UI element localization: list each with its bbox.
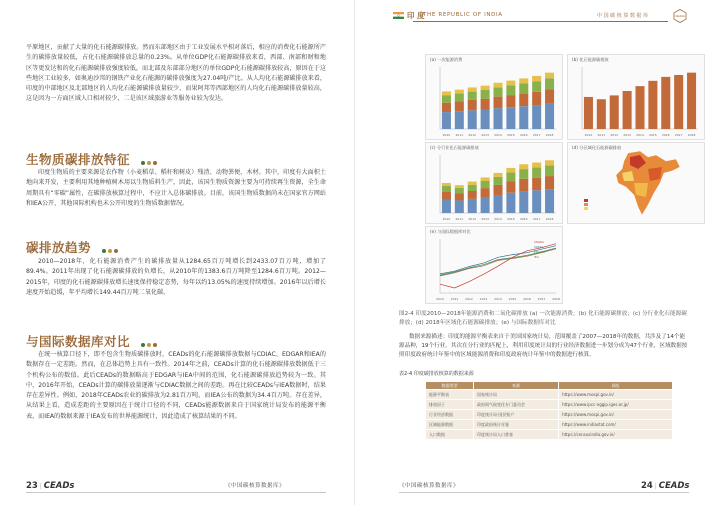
chart-primary-energy	[426, 55, 562, 139]
brand-logo: CEADs	[43, 481, 75, 491]
table-title: 表2-4 印度碳排放核算的数据来源	[399, 371, 474, 377]
x-tick-label: 2010	[442, 133, 451, 137]
table-cell: 排放因子	[426, 400, 474, 410]
bar-segment	[493, 108, 502, 129]
figure-panel-b	[567, 54, 705, 140]
table-row	[426, 400, 673, 410]
x-tick-label: 2015	[649, 133, 657, 137]
x-tick-label: 2015	[508, 297, 517, 301]
bar-segment	[519, 94, 528, 107]
bar-segment	[545, 73, 554, 79]
bar-segment	[468, 100, 477, 110]
x-tick-label: 2014	[494, 297, 502, 301]
bar	[597, 99, 606, 129]
table-cell: 印度统计局-国民账户	[473, 410, 558, 420]
chart-fossil-emission	[568, 55, 704, 139]
x-tick-label: 2013	[481, 217, 489, 221]
x-tick-label: 2012	[468, 217, 477, 221]
x-tick-label: 2011	[455, 133, 464, 137]
section-title-trend-text: 碳排放趋势	[26, 240, 92, 255]
figure-panel-a	[425, 54, 563, 140]
section-title-compare	[26, 332, 159, 350]
page-number: 24	[641, 481, 653, 491]
bar-segment	[519, 78, 528, 83]
table-cell: 印度政府统计年鉴	[473, 420, 558, 430]
bar-segment	[519, 164, 528, 169]
table-cell: https://censusindia.gov.in/	[559, 430, 673, 440]
header-country-en: THE REPUBLIC OF INDIA	[423, 12, 503, 18]
section-title-biomass	[26, 150, 159, 168]
bar-segment	[468, 182, 477, 185]
right-page	[355, 0, 710, 505]
table-cell: 国家统计局	[473, 390, 558, 400]
bar-segment	[455, 188, 464, 194]
trend-paragraph: 2010—2018年，化石能源消费产生的碳排放量从1284.65百万吨增长到2433.07百万吨，增加了89.4%。2011年出现了化石能源碳排放的负增长，从2010年的1383.6百万吨降至1284.6百万吨。2012—2015年，印度的化石能源碳排放增长速度保持稳定态势，每年以约13.05%的速度持续增加。2016年以后增长速度开始趋缓，年平均增长149.44百万吨二氧化碳。	[26, 258, 326, 296]
bar-segment	[545, 176, 554, 189]
x-tick-label: 2017	[532, 217, 541, 221]
x-tick-label: 2018	[552, 297, 560, 301]
table-cell: 印度统计局人口普查	[473, 430, 558, 440]
bar-segment	[506, 81, 515, 86]
bar-segment	[481, 90, 490, 99]
intro-paragraph: 平原地区，贡献了大量的化石能源碳排放。然而东部地区由于工业发展水平相对落后，相应的消费化石能源所产生的碳排放量较低，占化石能源碳排放总量的0.23%。从单位GDP化石能源碳排放来看，西部、南部和财和地区等更发达和的化石能源碳排放强度较低，而北部及东部部分地区的单位GDP化石能源碳排放较高，原因在于这些地区工业较多，如奥迪沙邦的钢铁产业化石能源的碳排放强度为27.04吨/产比。从人均化石能源碳排放来看，印度的中部地区及北部地区的人均化石能源碳排放量较少，而果阿邦等西部地区的人均化石能源碳排放量较高，这是因为一方面区域人口相对较少，二是该区域旅游业等服务业较为发达。	[26, 44, 326, 103]
bar-segment	[455, 101, 464, 111]
table-cell: 能源平衡表	[426, 390, 474, 400]
bar-segment	[442, 200, 451, 213]
bar	[635, 86, 644, 129]
header-book-title: 中 国 碳 核 算 数 据 库	[597, 13, 649, 19]
bar-segment	[532, 76, 541, 81]
bar-segment	[455, 94, 464, 102]
title-dots-icon	[141, 335, 159, 350]
bar	[648, 81, 657, 129]
data-source-table	[425, 381, 673, 440]
x-tick-label: 2015	[507, 217, 515, 221]
bar-segment	[493, 177, 502, 185]
x-tick-label: 2013	[623, 133, 631, 137]
x-tick-label: 2013	[479, 297, 488, 301]
bar-segment	[468, 199, 477, 213]
bar	[674, 75, 683, 129]
bar-segment	[442, 183, 451, 186]
x-tick-label: 2011	[597, 133, 606, 137]
compare-paragraph: 在统一核算口径下，即不包含生物质碳排放时，CEADs的化石能源碳排放数据与CDIAC、EDGAR和IEA的数据存在一定差距。然而，在总体趋势上具有一致性。2014年之前，CEADs计算的化石能源碳排放数据低于三个机构公布的数值。此后CEADs的数据略高于EDGAR与IEA中间的范围，化石能源碳排放趋势较为一致。其中，2016年开始，CEADs计算的碳排放量逐渐与CDIAC数据之间的差距。再在比较CEADs与IEA数据时，结果存在差异性。例如，2018年CEADs农业的碳排放为2.81百万吨，而IEA公布的数据为34.4百万吨。存在差异，从结果上看，造成差距的主要原因在于统计口径的不同，CEADs能源数据来自于国家统计局发布的能源平衡表，而IEA的数据来源于IEA发布的世界能源统计，因此造成了核算结果的不同。	[26, 351, 326, 420]
biomass-paragraph: 印度生物质的主要来源是农作物（小麦稻草、稻秆和树皮）残渣、动物粪便、木材。其中，印度有大面积土地向来开发，主要利用其地种植树木用以生物质料生产，因此，该国生物质资源主要为可持续再生资源，全生命周期具有“零碳”属性，在碳排放核算过程中，不应计入总体碳排放。目前，该国生物质数据尚未在国家官方网站和IEA公开，其他国际机构也未公开印度的生物质数据情况。	[26, 169, 326, 207]
table-header-cell: 数据类型	[426, 382, 474, 390]
bar-segment	[481, 177, 490, 181]
table-cell: 区域能源数据	[426, 420, 474, 430]
x-tick-label: 2012	[610, 133, 619, 137]
bar-segment	[442, 103, 451, 112]
bar-segment	[481, 99, 490, 110]
bar-segment	[519, 191, 528, 213]
figure-a-title: (a) 一次能源消费	[430, 57, 463, 62]
bar-segment	[442, 186, 451, 192]
footer-right: 24 | CEADs	[641, 481, 690, 491]
footer-left: 23 | CEADs	[26, 481, 75, 491]
bar-segment	[532, 168, 541, 178]
x-tick-label: 2014	[494, 217, 502, 221]
bar-segment	[493, 97, 502, 109]
table-header-cell: 网址	[559, 382, 673, 390]
legend-entry: CEADs	[534, 240, 544, 244]
bar-segment	[532, 178, 541, 191]
bar-segment	[468, 185, 477, 191]
bar-segment	[545, 189, 554, 213]
figure-panel-c	[425, 142, 563, 224]
bar-segment	[506, 172, 515, 181]
x-tick-label: 2010	[584, 133, 593, 137]
bar-segment	[493, 195, 502, 213]
svg-text:CEADs: CEADs	[675, 14, 685, 19]
bar-segment	[506, 193, 515, 213]
bar-segment	[468, 191, 477, 199]
bar-segment	[506, 85, 515, 95]
bar-segment	[493, 173, 502, 177]
bar-segment	[545, 160, 554, 165]
table-cell: 政府间气候变化专门委员会	[473, 400, 558, 410]
footer-line	[399, 492, 689, 493]
table-cell: 人口数据	[426, 430, 474, 440]
table-cell: https://www.ipcc-nggip.iges.or.jp/	[559, 400, 673, 410]
legend-entry: IEA	[534, 255, 539, 259]
bar-segment	[532, 81, 541, 92]
x-tick-label: 2017	[532, 133, 541, 137]
bar	[623, 91, 632, 129]
table-row	[426, 410, 673, 420]
bar-segment	[493, 87, 502, 96]
footer-title: 《中国碳核算数据库》	[399, 483, 460, 489]
bar-segment	[545, 166, 554, 177]
table-cell: 行业经济数据	[426, 410, 474, 420]
bar-segment	[545, 90, 554, 104]
figure-d-title: (d) 分区域化石能源碳排放	[572, 145, 622, 150]
bar-segment	[481, 197, 490, 213]
bar-segment	[481, 86, 490, 90]
figure-panel-d	[567, 142, 705, 224]
section-title-trend	[26, 238, 120, 256]
x-tick-label: 2016	[519, 133, 528, 137]
bar-segment	[481, 188, 490, 197]
bar-segment	[519, 106, 528, 129]
bar-segment	[506, 95, 515, 107]
bar-segment	[455, 200, 464, 213]
bar-segment	[519, 179, 528, 191]
bar-segment	[455, 185, 464, 188]
ceads-hex-logo-icon	[673, 9, 687, 23]
legend-entry: EDGAR	[534, 250, 545, 254]
x-tick-label: 2014	[636, 133, 644, 137]
figure-b-title: (b) 化石能源碳排放	[572, 57, 609, 62]
bar	[687, 73, 696, 129]
bar-segment	[442, 95, 451, 103]
x-tick-label: 2018	[545, 217, 554, 221]
bar-segment	[532, 92, 541, 105]
table-row	[426, 430, 673, 440]
page-number: 23	[26, 481, 38, 491]
x-tick-label: 2017	[537, 297, 546, 301]
bar-segment	[545, 78, 554, 89]
brand-logo: CEADs	[658, 481, 690, 491]
bar-segment	[519, 83, 528, 93]
data-source-paragraph: 数据来源描述：印度的能源平衡表来自于美国国家统计局，范围覆盖了2007—2018年的数据，共涉及了14个能源品种，19个行业。其次在分行业的匹配上，利用印度统计局的行业经济数据进一步划分成为47个行业，区域数据按照印度政府统计年鉴中的区域能源消费和印度政府统计年鉴中的数据进行核算。	[399, 334, 688, 358]
x-tick-label: 2010	[442, 217, 451, 221]
bar-segment	[532, 190, 541, 213]
header-country: 印 度	[407, 11, 425, 20]
bar-segment	[519, 169, 528, 179]
x-tick-label: 2016	[523, 297, 531, 301]
figure-c-title: (c) 分行业化石能源碳排放	[430, 145, 479, 150]
table-row	[426, 390, 673, 400]
figure-panel-e	[425, 226, 563, 304]
bar-segment	[481, 181, 490, 188]
x-tick-label: 2017	[674, 133, 683, 137]
bar-segment	[506, 168, 515, 173]
bar-segment	[455, 111, 464, 129]
x-tick-label: 2016	[661, 133, 670, 137]
bar-segment	[442, 192, 451, 199]
chart-sector-emission	[426, 143, 562, 223]
chart-database-compare	[426, 227, 562, 303]
bar-segment	[481, 109, 490, 129]
bar-segment	[468, 87, 477, 91]
footer-line	[26, 492, 326, 493]
x-tick-label: 2014	[494, 133, 502, 137]
x-tick-label: 2010	[436, 297, 444, 301]
bar-segment	[493, 185, 502, 195]
section-title-compare-text: 与国际数据库对比	[26, 334, 131, 349]
title-dots-icon	[102, 241, 120, 256]
bar	[610, 95, 619, 129]
bar-segment	[532, 163, 541, 168]
table-header-cell: 来源	[473, 382, 558, 390]
bar-segment	[468, 92, 477, 100]
bar-segment	[493, 83, 502, 88]
x-tick-label: 2018	[687, 133, 696, 137]
table-cell: https://www.indiastat.com/	[559, 420, 673, 430]
figure-e-title: (e) 与国际数据库对比	[430, 229, 471, 234]
x-tick-label: 2015	[507, 133, 515, 137]
footer-title: 《中国碳核算数据库》	[225, 483, 286, 489]
x-tick-label: 2013	[481, 133, 489, 137]
table-cell: https://www.mospi.gov.in/	[559, 390, 673, 400]
x-tick-label: 2012	[465, 297, 473, 301]
legend-entry: CDIAC	[534, 245, 544, 249]
bar-segment	[455, 90, 464, 94]
x-tick-label: 2012	[468, 133, 477, 137]
section-title-biomass-text: 生物质碳排放特征	[26, 152, 131, 167]
table-header-row	[426, 382, 673, 390]
bar-segment	[506, 107, 515, 129]
bar-segment	[442, 91, 451, 95]
india-flag-icon	[393, 12, 404, 19]
x-tick-label: 2011	[450, 297, 459, 301]
bar-segment	[468, 110, 477, 129]
bar-segment	[455, 194, 464, 201]
table-cell: https://www.mospi.gov.in/	[559, 410, 673, 420]
x-tick-label: 2018	[545, 133, 554, 137]
table-row	[426, 420, 673, 430]
bar-segment	[442, 112, 451, 129]
bar	[584, 97, 593, 129]
bar-segment	[545, 104, 554, 129]
bar-segment	[506, 181, 515, 192]
bar-segment	[532, 105, 541, 129]
india-map-graphic	[568, 143, 704, 223]
figure-caption: 图2-4 印度2010—2018年能源消费和二氧化碳排放 (a) 一次能源消费；(b) 化石能源碳排放；(c) 分行业化石能源碳排放；(d) 2018年区域化石能源碳排放；(e) 与国际数据库对比	[399, 311, 687, 326]
x-tick-label: 2011	[455, 217, 464, 221]
x-tick-label: 2016	[519, 217, 528, 221]
bar	[661, 77, 670, 129]
title-dots-icon	[141, 153, 159, 168]
